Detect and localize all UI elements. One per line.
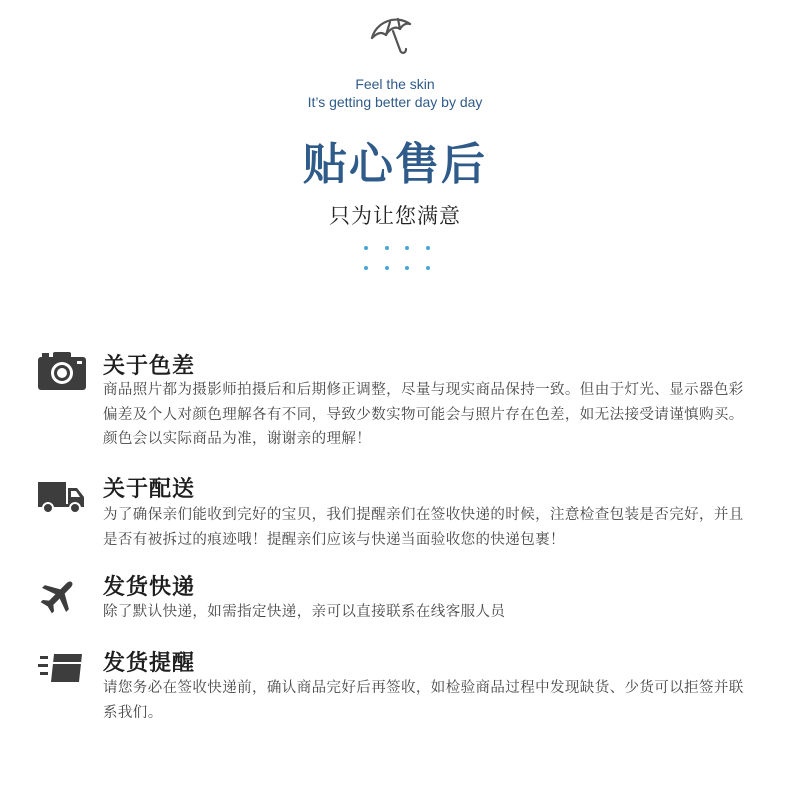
truck-icon bbox=[38, 480, 84, 514]
airplane-icon bbox=[40, 576, 78, 614]
umbrella-icon bbox=[366, 10, 416, 60]
decorative-dots bbox=[364, 246, 430, 286]
section-body: 请您务必在签收快递前，确认商品完好后再签收，如检验商品过程中发现缺货、少货可以拒签并联系我们。 bbox=[103, 680, 744, 721]
section-body: 商品照片都为摄影师拍摄后和后期修正调整，尽量与现实商品保持一致。但由于灯光、显示器色彩偏差及个人对颜色理解各有不同，导致少数实物可能会与照片存在色差，如无法接受请谨慎购买。颜色会以实际商品为准，谢谢亲的理解！ bbox=[103, 382, 744, 447]
section-title: 发货快递 bbox=[103, 575, 196, 600]
section-title: 关于色差 bbox=[103, 354, 196, 379]
camera-icon bbox=[38, 350, 86, 390]
section-body: 为了确保亲们能收到完好的宝贝，我们提醒亲们在签收快递的时候，注意检查包装是否完好，并且是否有被拆过的痕迹哦！提醒亲们应该与快递当面验收您的快递包裹！ bbox=[103, 507, 744, 548]
subtitle-line-2: It’s getting better day by day bbox=[307, 94, 483, 110]
page-title: 贴心售后 bbox=[303, 139, 487, 190]
section-body: 除了默认快递，如需指定快递，亲可以直接联系在线客服人员 bbox=[103, 604, 506, 620]
slogan: 只为让您满意 bbox=[329, 204, 461, 228]
section-title: 关于配送 bbox=[103, 477, 196, 502]
fast-box-icon bbox=[38, 654, 82, 684]
section-title: 发货提醒 bbox=[103, 651, 196, 676]
subtitle-line-1: Feel the skin bbox=[355, 76, 435, 92]
